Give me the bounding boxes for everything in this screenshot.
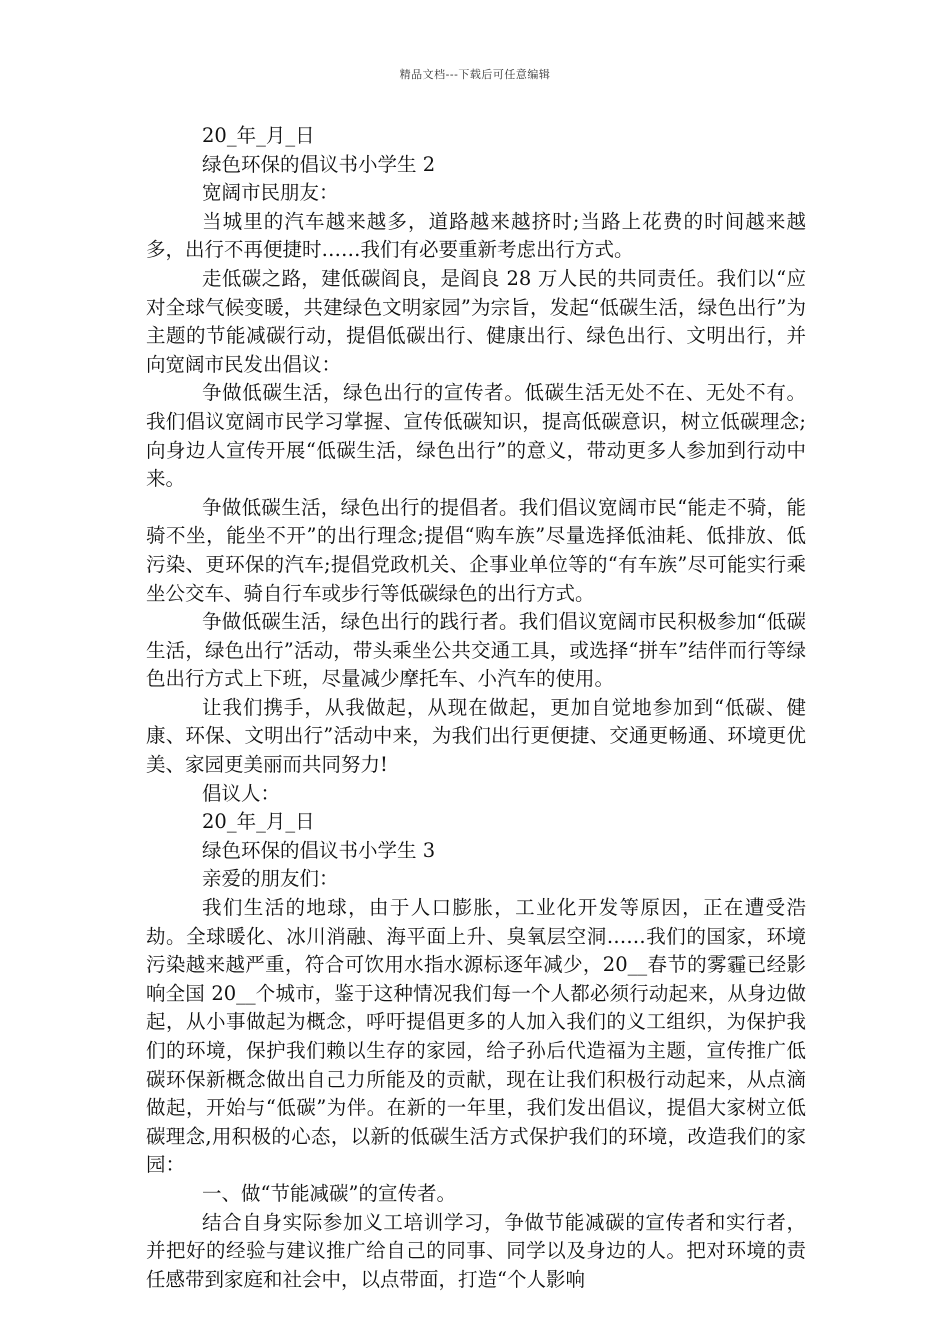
document-body [146, 122, 806, 1294]
paragraph: 一、做“节能减碳”的宣传者。 [202, 1181, 456, 1205]
date-line: 20_年_月_日 [202, 124, 315, 147]
section-title: 绿色环保的倡议书小学生 3 [202, 838, 436, 862]
paragraph: 让我们携手，从我做起，从现在做起，更加自觉地参加到“低碳、健康、环保、文明出行”活动中来，为我们出行更便捷、交通更畅通、环境更优美、家园更美丽而共同努力! [146, 695, 806, 777]
page-header: 精品文档---下载后可任意编辑 [399, 68, 551, 81]
paragraph: 结合自身实际参加义工培训学习，争做节能减碳的宣传者和实行者，并把好的经验与建议推广给自己的同事、同学以及身边的人。把对环境的责任感带到家庭和社会中，以点带面，打造“个人影响 [146, 1210, 806, 1291]
paragraph: 争做低碳生活，绿色出行的践行者。我们倡议宽阔市民积极参加“低碳生活，绿色出行”活动，带头乘坐公共交通工具，或选择“拼车”结伴而行等绿色出行方式上下班，尽量减少摩托车、小汽车的使用。 [146, 610, 806, 691]
paragraph: 我们生活的地球，由于人口膨胀，工业化开发等原因，正在遭受浩劫。全球暖化、冰川消融、海平面上升、臭氧层空洞……我们的国家，环境污染越来越严重，符合可饮用水指水源标逐年减少，20__春节的雾霾已经影响全国 20__个城市，鉴于这种情况我们每一个人都必须行动起来，从身边做起，从小事做起为概念，呼吁提倡更多的人加入我们的义工组织，为保护我们的环境，保护我们赖以生存的家园，给子孙后代造福为主题，宣传推广低碳环保新概念做出自己力所能及的贡献，现在让我们积极行动起来，从点滴做起，开始与“低碳”为伴。在新的一年里，我们发出倡议，提倡大家树立低碳理念,用积极的心态，以新的低碳生活方式保护我们的环境，改造我们的家园： [146, 896, 806, 1177]
date-line: 20_年_月_日 [202, 810, 315, 834]
paragraph: 走低碳之路，建低碳阎良，是阎良 28 万人民的共同责任。我们以“应对全球气候变暖，共建绿色文明家园”为宗旨，发起“低碳生活，绿色出行”为主题的节能减碳行动，提倡低碳出行、健康出行、绿色出行、文明出行，并向宽阔市民发出倡议： [146, 266, 806, 376]
section-title: 绿色环保的倡议书小学生 2 [202, 152, 436, 176]
paragraph: 争做低碳生活，绿色出行的宣传者。低碳生活无处不在、无处不有。我们倡议宽阔市民学习掌握、宣传低碳知识，提高低碳意识，树立低碳理念;向身边人宣传开展“低碳生活，绿色出行”的意义，带动更多人参加到行动中来。 [146, 381, 806, 491]
paragraph: 当城里的汽车越来越多，道路越来越挤时;当路上花费的时间越来越多，出行不再便捷时……我们有必要重新考虑出行方式。 [146, 209, 806, 262]
paragraph: 争做低碳生活，绿色出行的提倡者。我们倡议宽阔市民“能走不骑，能骑不坐，能坐不开”的出行理念;提倡“购车族”尽量选择低油耗、低排放、低污染、更环保的汽车;提倡党政机关、企事业单位等的“有车族”尽可能实行乘坐公交车、骑自行车或步行等低碳绿色的出行方式。 [146, 495, 806, 605]
greeting: 宽阔市民朋友： [202, 181, 339, 205]
signer-label: 倡议人： [202, 781, 281, 805]
greeting: 亲爱的朋友们： [202, 867, 339, 891]
